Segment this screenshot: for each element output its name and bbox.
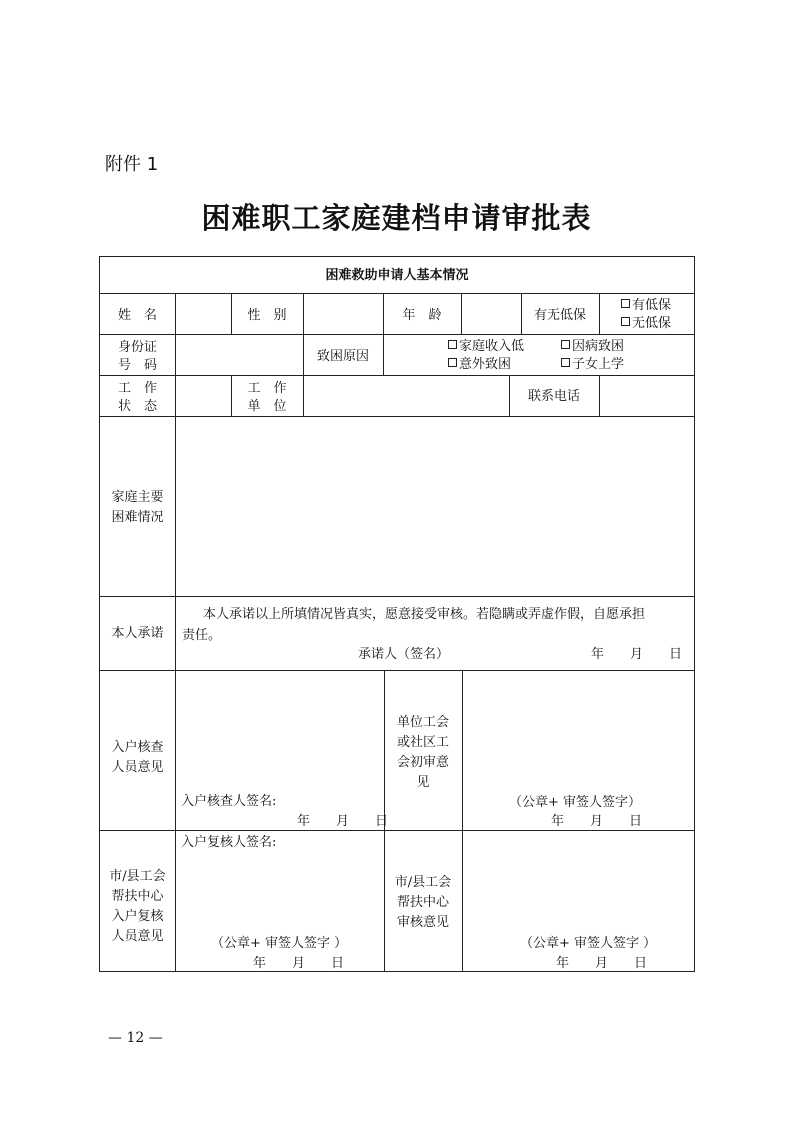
checkbox-icon[interactable]	[448, 358, 457, 367]
hardship-label-line2: 困难情况	[111, 510, 164, 525]
visit-date: 年 月 日	[297, 814, 389, 829]
cause-option-label: 因病致困	[572, 339, 625, 354]
promise-date: 年 月 日	[591, 647, 683, 662]
union-label-line2: 或社区工	[396, 735, 449, 750]
union-date: 年 月 日	[551, 814, 643, 829]
cause-option-education[interactable]	[561, 356, 624, 374]
col-divider	[462, 670, 463, 971]
visit-signature: 入户核查人签名:	[181, 794, 277, 809]
visit-label-line1: 入户核查	[111, 740, 164, 755]
checkbox-icon[interactable]	[561, 358, 570, 367]
row-divider	[100, 293, 694, 294]
visit-label-line2: 人员意见	[111, 760, 164, 775]
application-form	[99, 256, 695, 972]
gender-label: 性 别	[247, 308, 287, 323]
checkbox-icon[interactable]	[561, 340, 570, 349]
work-unit-label-line2: 单 位	[247, 399, 287, 414]
checkbox-icon[interactable]	[448, 340, 457, 349]
recheck-label-line1: 市/县工会	[109, 869, 166, 884]
phone-label: 联系电话	[527, 389, 580, 404]
row-divider	[100, 334, 694, 335]
col-divider	[599, 293, 600, 334]
center-date: 年 月 日	[556, 956, 648, 971]
col-divider	[599, 375, 600, 416]
cause-option-label: 意外致困	[459, 357, 512, 372]
promise-signer: 承诺人（签名）	[358, 647, 450, 662]
row-divider	[100, 670, 694, 671]
dibao-option-yes[interactable]	[621, 297, 671, 315]
union-seal: （公章+ 审签人签字）	[509, 795, 642, 810]
col-divider	[303, 293, 304, 334]
attachment-label: 附件 1	[105, 154, 159, 175]
page-number: — 12 —	[108, 1030, 163, 1046]
id-label-line1: 身份证	[117, 340, 157, 355]
checkbox-icon[interactable]	[621, 317, 630, 326]
col-divider	[383, 334, 384, 375]
col-divider	[461, 293, 462, 334]
union-label-line3: 会初审意	[396, 755, 449, 770]
name-label: 姓 名	[117, 308, 157, 323]
cause-option-label: 子女上学	[572, 357, 625, 372]
dibao-option-no[interactable]	[621, 315, 671, 333]
union-label-line1: 单位工会	[396, 715, 449, 730]
hardship-label-line1: 家庭主要	[111, 490, 164, 505]
recheck-label-line4: 人员意见	[111, 929, 164, 944]
work-unit-label-line1: 工 作	[247, 381, 287, 396]
center-seal: （公章+ 审签人签字 ）	[520, 936, 657, 951]
cause-option-accident[interactable]	[448, 356, 511, 374]
recheck-seal: （公章+ 审签人签字 ）	[211, 936, 348, 951]
center-label-line3: 审核意见	[396, 915, 449, 930]
center-label-line2: 帮扶中心	[396, 895, 449, 910]
hardship-input[interactable]	[176, 417, 694, 596]
promise-label: 本人承诺	[111, 626, 164, 641]
col-divider	[175, 293, 176, 971]
dibao-option-label: 无低保	[632, 316, 672, 331]
center-label-line1: 市/县工会	[394, 875, 452, 890]
age-label: 年 龄	[402, 308, 442, 323]
form-title: 困难职工家庭建档申请审批表	[201, 201, 592, 235]
union-label-line4: 见	[416, 775, 430, 790]
row-divider	[100, 375, 694, 376]
section-header: 困难救助申请人基本情况	[325, 268, 469, 283]
cause-option-low-income[interactable]	[448, 338, 524, 356]
promise-text-line1: 本人承诺以上所填情况皆真实，愿意接受审核。若隐瞒或弄虚作假，自愿承担	[203, 607, 646, 622]
recheck-date: 年 月 日	[253, 956, 345, 971]
cause-option-label: 家庭收入低	[459, 339, 525, 354]
work-status-label-line2: 状 态	[117, 399, 157, 414]
row-divider	[100, 596, 694, 597]
checkbox-icon[interactable]	[621, 299, 630, 308]
id-label-line2: 号 码	[117, 358, 157, 373]
cause-label: 致困原因	[316, 349, 369, 364]
col-divider	[303, 375, 304, 416]
dibao-option-label: 有低保	[632, 298, 672, 313]
work-status-label-line1: 工 作	[117, 381, 157, 396]
recheck-signature: 入户复核人签名:	[181, 835, 277, 850]
promise-text-line2: 责任。	[182, 628, 222, 643]
recheck-label-line2: 帮扶中心	[111, 889, 164, 904]
cause-option-illness[interactable]	[561, 338, 624, 356]
recheck-label-line3: 入户复核	[111, 909, 164, 924]
dibao-label: 有无低保	[533, 308, 586, 323]
